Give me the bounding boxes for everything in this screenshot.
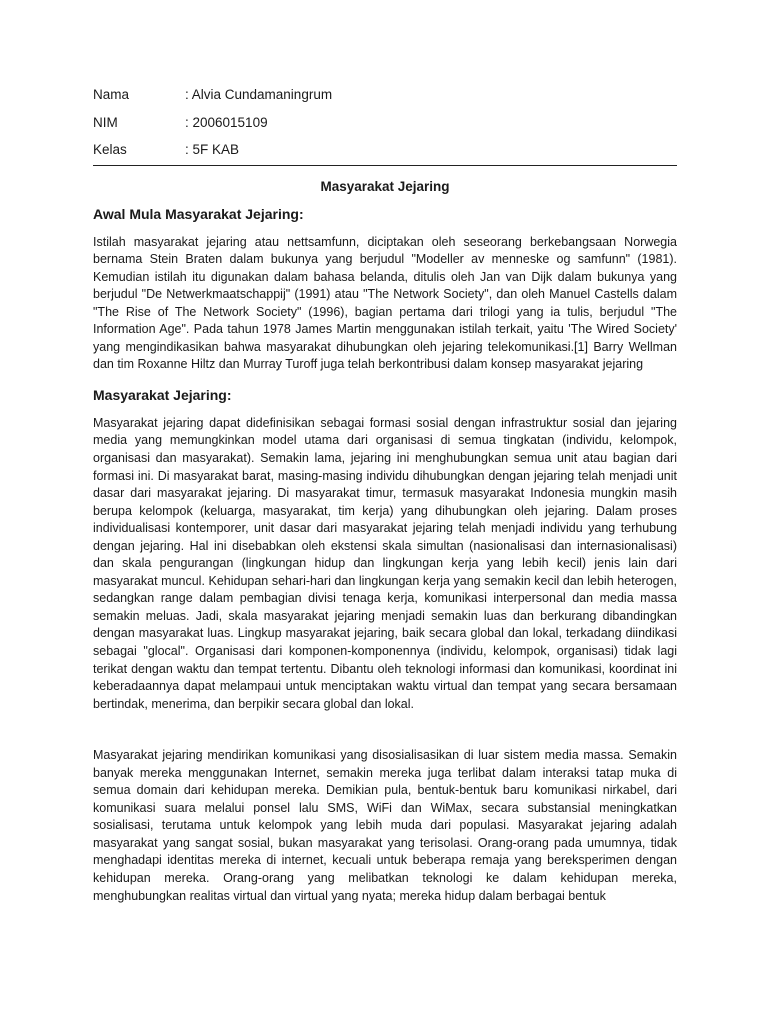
class-label: Kelas	[93, 142, 127, 157]
document-title: Masyarakat Jejaring	[320, 178, 450, 194]
name-label: Nama	[93, 87, 130, 102]
paragraph-communication: Masyarakat jejaring mendirikan komunikasi yang disosialisasikan di luar sistem media massa. Semakin banyak mereka menggunakan Internet, semakin mereka juga terlibat dalam interaksi tatap muka di semua domain dari kehidupan mereka. Demikian pula, bentuk-bentuk baru komunikasi nirkabel, dari komunikasi suara melalui ponsel lalu SMS, WiFi dan WiMax, secara substansial meningkatkan sosialisasi, terutama untuk kelompok yang lebih muda dari populasi. Masyarakat jejaring adalah masyarakat yang sangat sosial, bukan masyarakat yang terisolasi. Orang-orang pada umumnya, tidak menghadapi identitas mereka di internet, kecuali untuk beberapa remaja yang bereksperimen dengan kehidupan mereka. Orang-orang yang melibatkan teknologi ke dalam kehidupan mereka, menghubungkan realitas virtual dan virtual yang nyata; mereka hidup dalam berbagai bentuk	[93, 748, 677, 903]
section-heading-origin: Awal Mula Masyarakat Jejaring:	[93, 205, 304, 222]
header-divider	[93, 165, 677, 166]
paragraph-origin: Istilah masyarakat jejaring atau nettsamfunn, diciptakan oleh seseorang berkebangsaan Norwegia bernama Stein Braten dalam bukunya yang berjudul "Modeller av menneske og samfunn" (1981). Kemudian istilah itu digunakan dalam bahasa belanda, ditulis oleh Jan van Dijk dalam bukunya yang berjudul "De Netwerkmaatschappij" (1991) atau "The Network Society", dan oleh Manuel Castells dalam "The Rise of The Network Society" (1996), bagian pertama dari trilogi yang ia tulis, berjudul "The Information Age". Pada tahun 1978 James Martin menggunakan istilah terkait, yaitu 'The Wired Society' yang mengindikasikan bahwa masyarakat dihubungkan oleh jejaring telekomunikasi.[1] Barry Wellman dan tim Roxanne Hiltz dan Murray Turoff juga telah berkontribusi dalam konsep masyarakat jejaring	[93, 234, 677, 372]
section-heading-network-society: Masyarakat Jejaring:	[93, 386, 232, 403]
nim-value: : 2006015109	[185, 114, 268, 130]
name-row	[93, 86, 677, 114]
class-value: : 5F KAB	[185, 142, 240, 157]
nim-row	[93, 114, 677, 142]
document-page	[93, 86, 677, 905]
paragraph-definition: Masyarakat jejaring dapat didefinisikan sebagai formasi sosial dengan infrastruktur sosial dan jejaring media yang memungkinkan model utama dari organisasi di semua tingkatan (individu, kelompok, organisasi dan masyarakat). Semakin lama, jejaring ini menghubungkan semua unit atau bagian dari formasi ini. Di masyarakat barat, masing-masing individu dihubungkan dengan jejaring telah menjadi unit dasar dari masyarakat jejaring. Di masyarakat timur, termasuk masyarakat Indonesia mungkin masih berupa kelompok (keluarga, masyarakat, tim kerja) yang dihubungkan oleh jejaring. Dalam proses individualisasi kontemporer, unit dasar dari masyarakat jejaring telah menjadi individu yang terhubung dengan jejaring. Hal ini disebabkan oleh ekstensi skala simultan (nasionalisasi dan internasionalisasi) dan skala pengurangan (lingkungan hidup dan lingkungan kerja yang lebih kecil) jenis lain dari masyarakat muncul. Kehidupan sehari-hari dan lingkungan kerja yang semakin kecil dan lebih heterogen, sedangkan range dalam pembagian divisi tenaga kerja, komunikasi interpersonal dan media massa semakin meluas. Jadi, skala masyarakat jejaring menjadi semakin luas dan berkurang dibandingkan dengan masyarakat luas. Lingkup masyarakat jejaring, baik secara global dan lokal, terkadang diindikasi sebagai "glocal". Organisasi dari komponen-komponennya (individu, kelompok, organisasi) tidak lagi terikat dengan waktu dan tempat tertentu. Dibantu oleh teknologi informasi dan komunikasi, koordinat ini keberadaannya dapat melampaui untuk menciptakan waktu virtual dan tempat yang secara bersamaan bertindak, menerima, dan berpikir secara global dan lokal.	[93, 415, 677, 711]
name-value: : Alvia Cundamaningrum	[185, 87, 333, 102]
nim-label: NIM	[93, 114, 118, 130]
